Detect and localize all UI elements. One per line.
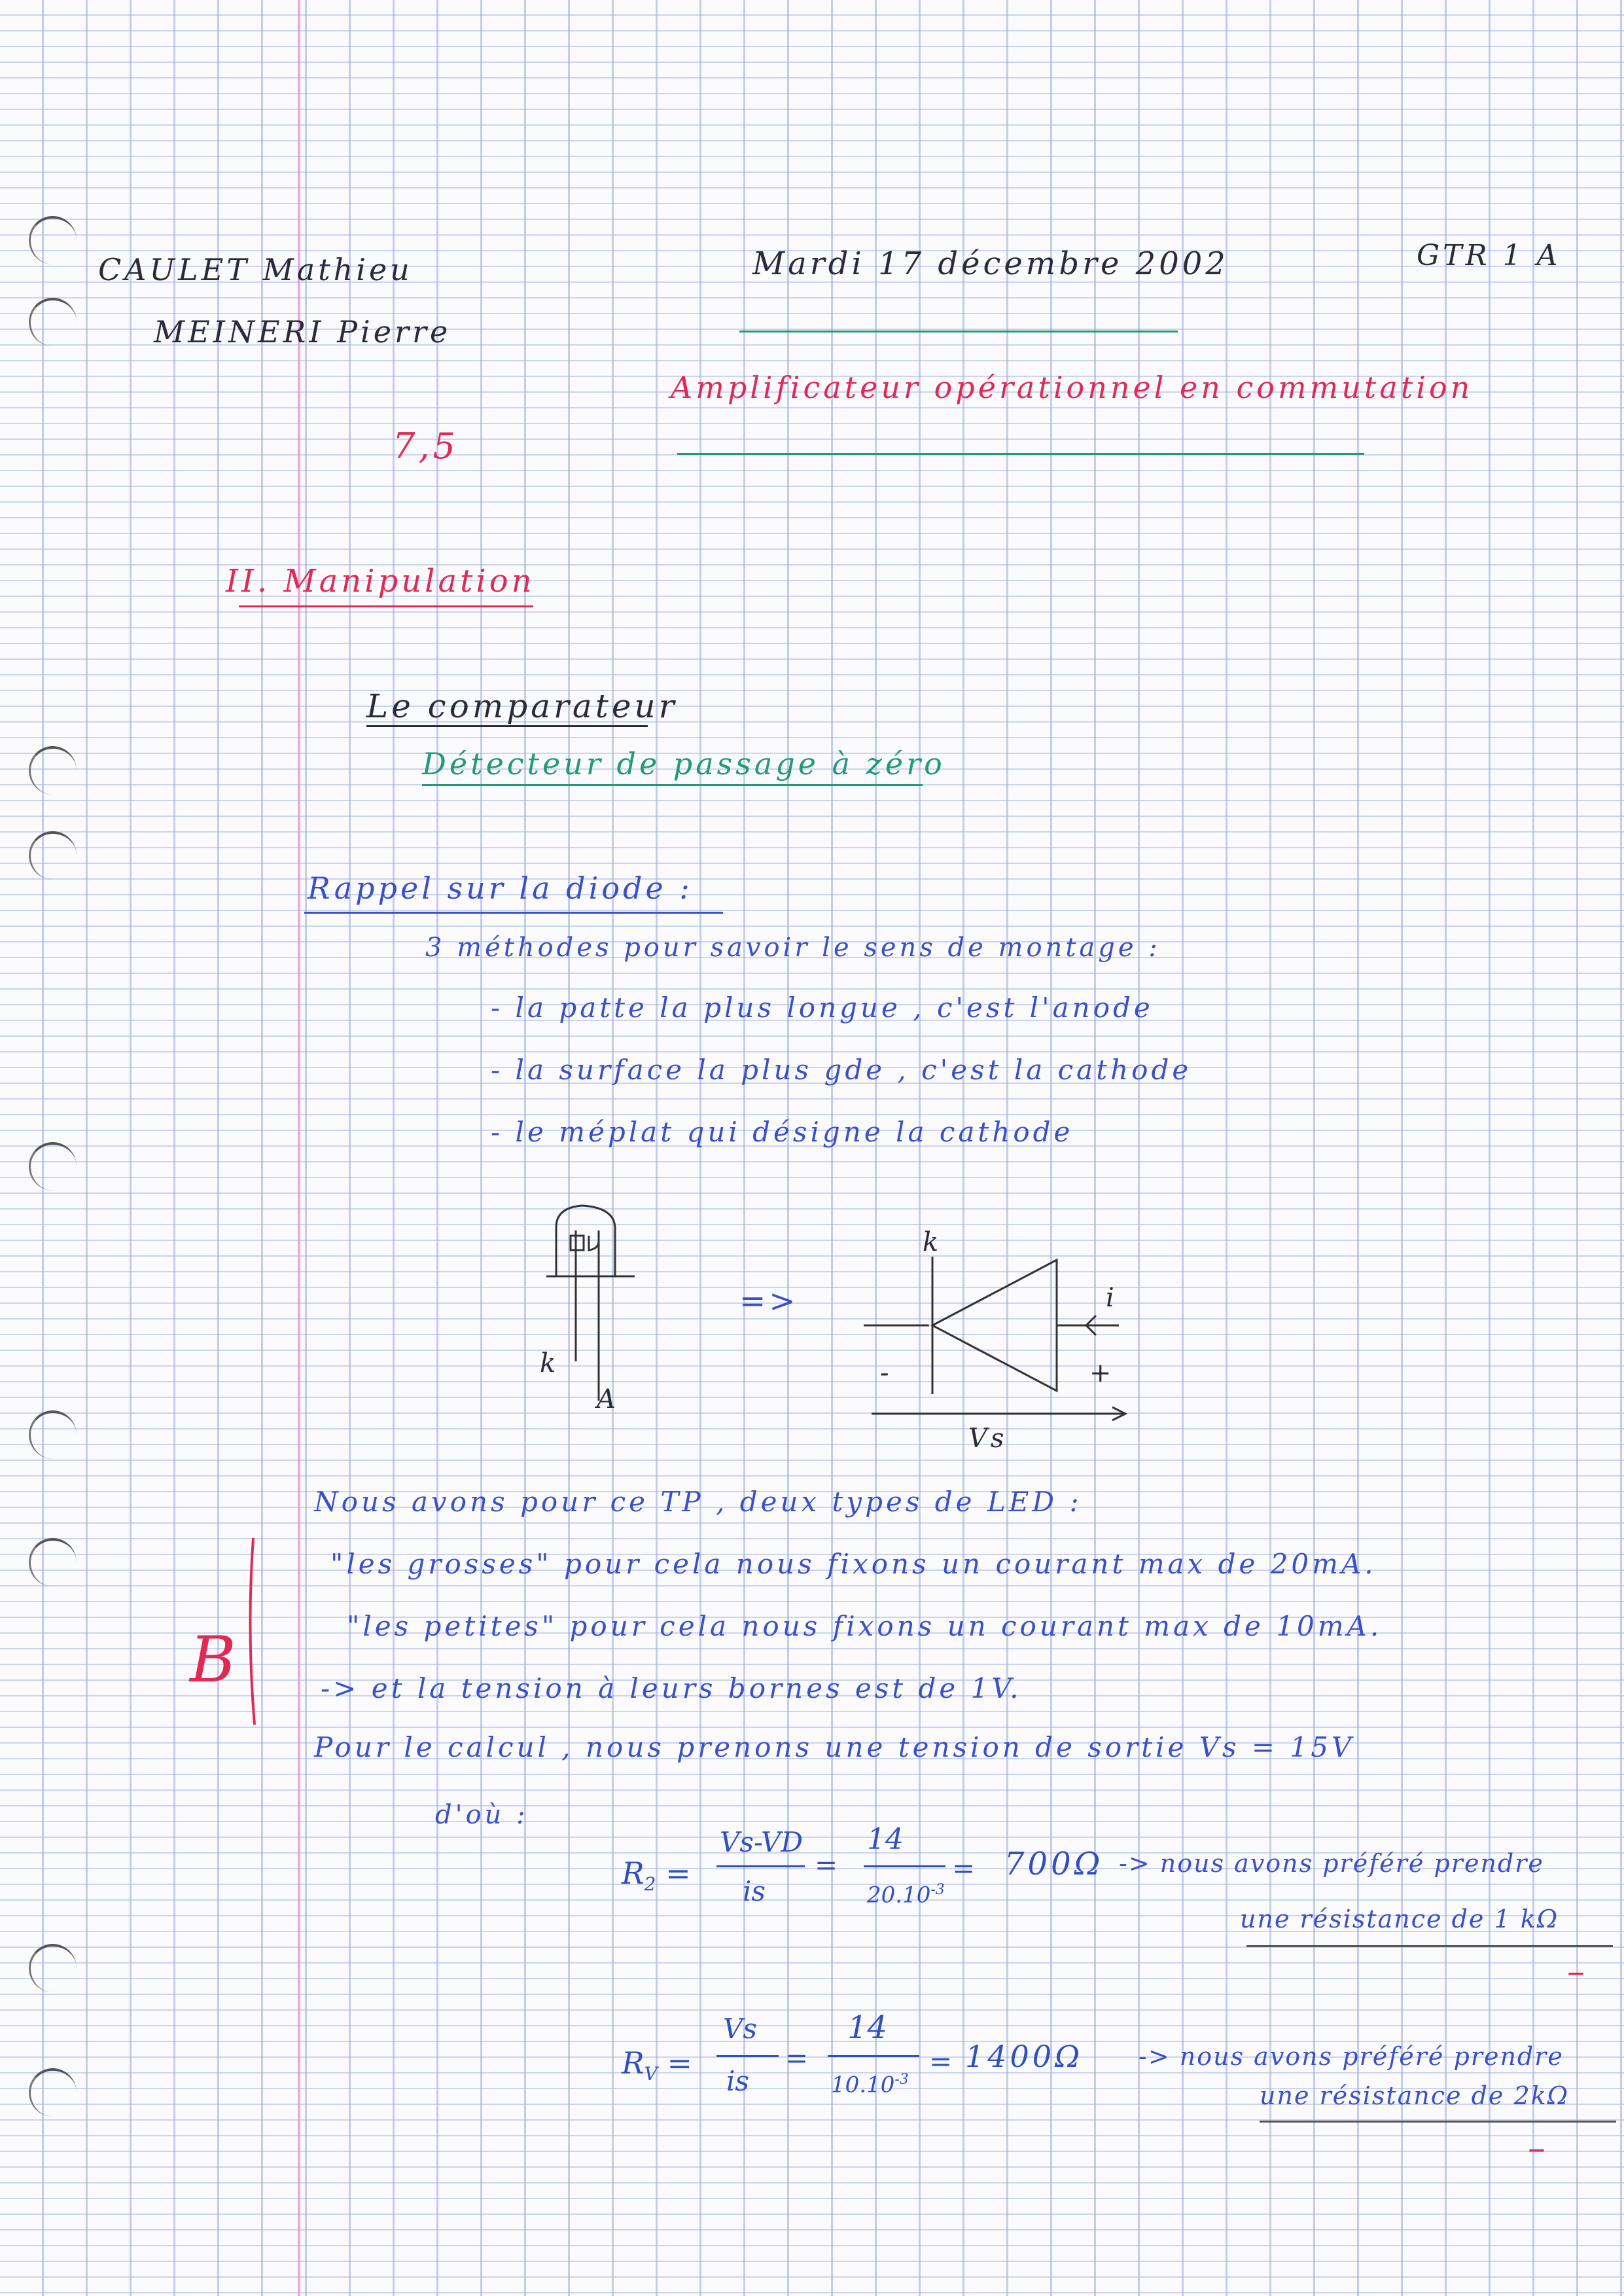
led-cathode-label: k <box>540 1348 559 1378</box>
r2-result: 700Ω <box>1004 1846 1104 1882</box>
title-underline <box>677 453 1364 455</box>
rv-frac1-num: Vs <box>723 2013 757 2045</box>
binder-hole <box>29 298 77 346</box>
rv-frac2-exp: -3 <box>894 2072 909 2088</box>
equals-sign: = <box>929 2045 956 2077</box>
voltage-label: Vs <box>968 1424 1008 1454</box>
rv-choice: une résistance de 2kΩ <box>1260 2081 1570 2110</box>
student-name-1: CAULET Mathieu <box>98 252 413 287</box>
binder-hole <box>29 1142 77 1191</box>
r2-choice: une résistance de 1 kΩ <box>1240 1905 1559 1933</box>
rv-symbol: $R_V$ = <box>622 2045 693 2085</box>
equals-sign: = <box>815 1849 841 1881</box>
diode-heading-underline <box>304 912 723 914</box>
section-heading: II. Manipulation <box>226 563 535 600</box>
binder-hole <box>29 831 77 880</box>
document-title: Amplificateur opérationnel en commutation <box>671 370 1474 405</box>
section-underline <box>239 605 533 607</box>
rv-comment: -> nous avons préféré prendre <box>1139 2042 1564 2071</box>
grade: 7,5 <box>393 425 459 467</box>
r2-choice-underline <box>1246 1945 1613 1947</box>
led-text-line: -> et la tension à leurs bornes est de 1V. <box>321 1672 1022 1704</box>
binder-hole <box>29 1538 77 1587</box>
diode-symbol <box>864 1237 1139 1433</box>
r2-frac2-num: 14 <box>867 1823 904 1856</box>
r2-subscript: 2 <box>644 1873 656 1895</box>
plus-sign: + <box>1089 1358 1115 1388</box>
r2-frac1-den: is <box>743 1875 766 1907</box>
rv-result: 1400Ω <box>965 2039 1084 2074</box>
methods-intro: 3 méthodes pour savoir le sens de montage : <box>425 933 1161 963</box>
date: Mardi 17 décembre 2002 <box>752 245 1229 282</box>
rv-frac1-den: is <box>726 2065 749 2097</box>
equivalence-arrow: => <box>739 1283 799 1319</box>
diode-heading: Rappel sur la diode : <box>308 870 693 906</box>
binder-hole <box>29 1410 77 1459</box>
subsubheading: Détecteur de passage à zéro <box>422 746 945 781</box>
r2-frac2-exp: -3 <box>930 1882 945 1898</box>
rv-frac2-den <box>831 2072 909 2098</box>
binder-hole <box>29 1944 77 1992</box>
diode-cathode-label: k <box>923 1227 942 1257</box>
subheading-underline <box>366 725 648 727</box>
rv-frac2-den-value: 10.10 <box>831 2072 895 2098</box>
r2-symbol: $R_2$ = <box>622 1856 691 1895</box>
binder-hole <box>29 2068 77 2117</box>
r2-frac2-den-value: 20.10 <box>867 1882 931 1909</box>
rv-subscript: V <box>644 2063 658 2085</box>
led-drawing <box>537 1198 648 1414</box>
correction-mark: – <box>1528 2127 1549 2168</box>
class-group: GTR 1 A <box>1417 239 1561 272</box>
r2-letter: R <box>622 1856 644 1891</box>
binder-hole <box>29 216 77 264</box>
rv-choice-underline <box>1260 2121 1616 2123</box>
subheading: Le comparateur <box>366 687 678 725</box>
equals-sign: = <box>952 1852 979 1884</box>
margin-grade-mark: B <box>190 1623 236 1696</box>
rv-frac2-num: 14 <box>847 2009 888 2046</box>
doi-label: d'où : <box>435 1800 529 1830</box>
fraction-bar <box>716 1865 805 1867</box>
led-anode-label: A <box>597 1384 619 1414</box>
fraction-bar <box>716 2055 779 2057</box>
led-text-line: "les grosses" pour cela nous fixons un courant max de 20mA. <box>330 1548 1377 1580</box>
student-name-2: MEINERI Pierre <box>154 314 451 350</box>
equals-sign: = <box>785 2042 812 2074</box>
binder-hole <box>29 746 77 795</box>
subsubheading-underline <box>422 784 923 786</box>
fraction-bar <box>864 1865 945 1867</box>
led-text-line: Nous avons pour ce TP , deux types de LED : <box>314 1486 1082 1518</box>
led-text-line: "les petites" pour cela nous fixons un courant max de 10mA. <box>347 1610 1383 1642</box>
r2-frac1-num: Vs-VD <box>720 1826 803 1858</box>
fraction-bar <box>828 2055 919 2057</box>
r2-frac2-den <box>867 1882 945 1908</box>
method-item: - la surface la plus gde , c'est la cathode <box>491 1054 1192 1086</box>
rv-letter: R <box>622 2045 644 2081</box>
minus-sign: - <box>880 1358 892 1388</box>
margin-bracket <box>245 1538 265 1728</box>
method-item: - le méplat qui désigne la cathode <box>491 1116 1074 1148</box>
r2-comment: -> nous avons préféré prendre <box>1119 1849 1544 1878</box>
led-text-line: Pour le calcul , nous prenons une tension de sortie Vs = 15V <box>314 1731 1355 1763</box>
current-label: i <box>1106 1283 1118 1313</box>
date-underline <box>739 331 1178 332</box>
correction-mark: – <box>1567 1950 1588 1992</box>
method-item: - la patte la plus longue , c'est l'anode <box>491 992 1154 1024</box>
